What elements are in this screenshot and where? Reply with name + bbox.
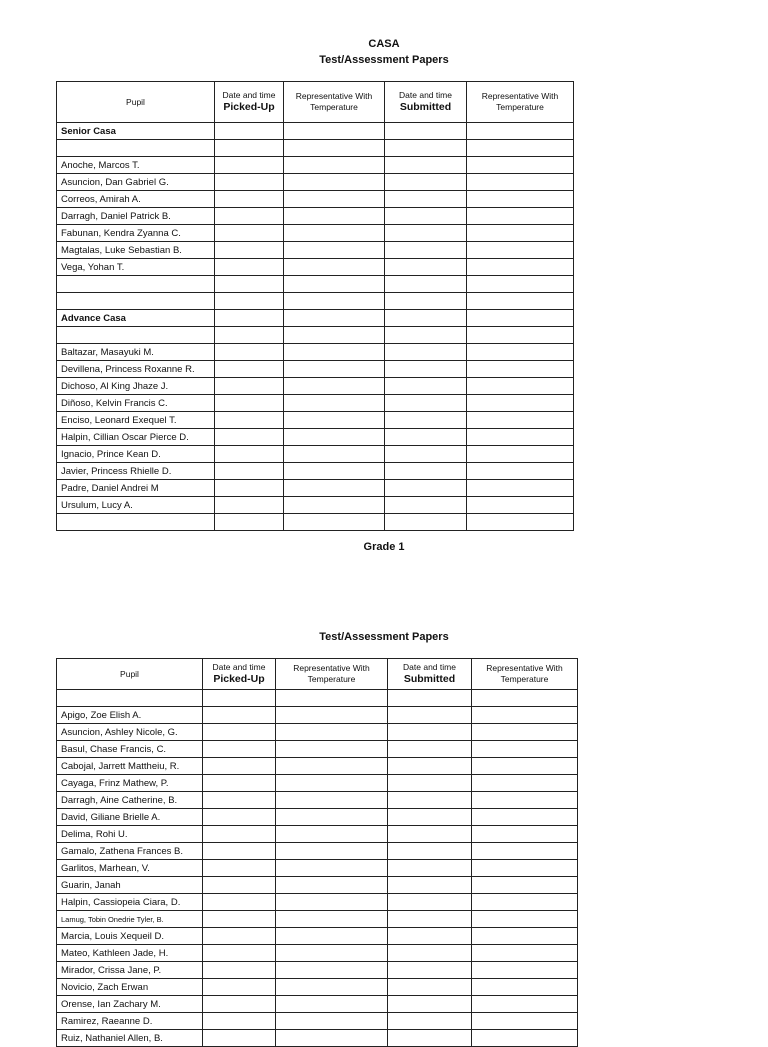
header-pickup (215, 82, 284, 123)
representative-cell[interactable] (284, 208, 385, 225)
representative-cell[interactable] (284, 174, 385, 191)
representative-cell-2[interactable] (467, 497, 574, 514)
representative-cell-2[interactable] (472, 707, 578, 724)
representative-cell[interactable] (276, 1013, 388, 1030)
submitted-cell[interactable] (388, 945, 472, 962)
representative-cell-2[interactable] (472, 877, 578, 894)
representative-cell[interactable] (276, 877, 388, 894)
pickup-cell[interactable] (215, 225, 284, 242)
representative-cell[interactable] (284, 497, 385, 514)
table-row (57, 344, 574, 361)
representative-cell-2[interactable] (467, 259, 574, 276)
pickup-cell[interactable] (203, 826, 276, 843)
pickup-cell[interactable] (215, 446, 284, 463)
submitted-cell[interactable] (385, 276, 467, 293)
representative-cell-2[interactable] (467, 480, 574, 497)
representative-cell-2[interactable] (467, 208, 574, 225)
submitted-cell[interactable] (385, 344, 467, 361)
submitted-cell[interactable] (385, 225, 467, 242)
pupil-name: Mirador, Crissa Jane, P. (57, 962, 203, 979)
pupil-name: David, Giliane Brielle A. (57, 809, 203, 826)
pickup-cell[interactable] (203, 843, 276, 860)
table-row (57, 775, 578, 792)
table-row (57, 429, 574, 446)
submitted-cell[interactable] (385, 463, 467, 480)
pickup-cell[interactable] (215, 514, 284, 531)
table-row (57, 140, 574, 157)
submitted-cell[interactable] (385, 514, 467, 531)
representative-cell[interactable] (276, 996, 388, 1013)
table-row (57, 792, 578, 809)
representative-cell-2[interactable] (467, 225, 574, 242)
table-row (57, 979, 578, 996)
table-row (57, 157, 574, 174)
pickup-cell[interactable] (203, 928, 276, 945)
submitted-cell[interactable] (385, 242, 467, 259)
pupil-name: Lamug, Tobin Onedrie Tyler, B. (57, 911, 203, 928)
table-row (57, 276, 574, 293)
pickup-cell[interactable] (203, 1030, 276, 1047)
table-row (57, 225, 574, 242)
representative-cell[interactable] (276, 741, 388, 758)
table-row (57, 826, 578, 843)
representative-cell-2[interactable] (472, 758, 578, 775)
pickup-cell[interactable] (203, 894, 276, 911)
header-pupil: Pupil (57, 659, 203, 690)
representative-cell[interactable] (284, 327, 385, 344)
representative-cell[interactable] (276, 1030, 388, 1047)
pupil-name: Apigo, Zoe Elish A. (57, 707, 203, 724)
representative-cell[interactable] (284, 293, 385, 310)
representative-cell[interactable] (284, 310, 385, 327)
table-row (57, 707, 578, 724)
pupil-name: Darragh, Daniel Patrick B. (57, 208, 215, 225)
table-row (57, 928, 578, 945)
section-row (57, 310, 574, 327)
representative-cell-2[interactable] (472, 843, 578, 860)
pickup-cell[interactable] (215, 310, 284, 327)
pickup-cell[interactable] (203, 724, 276, 741)
pickup-cell[interactable] (203, 775, 276, 792)
representative-cell[interactable] (276, 979, 388, 996)
representative-cell-2[interactable] (472, 860, 578, 877)
submitted-cell[interactable] (385, 259, 467, 276)
representative-cell[interactable] (284, 395, 385, 412)
pupil-name: Delima, Rohi U. (57, 826, 203, 843)
representative-cell-2[interactable] (467, 395, 574, 412)
representative-cell-2[interactable] (472, 894, 578, 911)
pupil-name (57, 690, 203, 707)
representative-cell-2[interactable] (467, 293, 574, 310)
pickup-cell[interactable] (215, 293, 284, 310)
grade-label: Grade 1 (363, 541, 405, 553)
header-representative-1: Representative With Temperature (284, 82, 385, 123)
pickup-cell[interactable] (203, 911, 276, 928)
submitted-cell[interactable] (385, 140, 467, 157)
representative-cell-2[interactable] (467, 123, 574, 140)
representative-cell-2[interactable] (472, 690, 578, 707)
submitted-cell[interactable] (388, 724, 472, 741)
table-row (57, 1030, 578, 1047)
pupil-name: Diñoso, Kelvin Francis C. (57, 395, 215, 412)
header-pickup-top: Date and time (222, 90, 276, 100)
header-pickup-main: Picked-Up (223, 101, 275, 113)
representative-cell-2[interactable] (467, 140, 574, 157)
representative-cell-2[interactable] (467, 191, 574, 208)
representative-cell[interactable] (284, 157, 385, 174)
representative-cell-2[interactable] (467, 242, 574, 259)
representative-cell-2[interactable] (472, 979, 578, 996)
representative-cell[interactable] (284, 429, 385, 446)
pupil-name (57, 276, 215, 293)
pupil-name (57, 140, 215, 157)
header-pickup-top: Date and time (212, 662, 266, 672)
representative-cell[interactable] (276, 894, 388, 911)
representative-cell-2[interactable] (467, 310, 574, 327)
submitted-cell[interactable] (385, 361, 467, 378)
representative-cell-2[interactable] (467, 446, 574, 463)
representative-cell[interactable] (284, 225, 385, 242)
header-representative-1: Representative With Temperature (276, 659, 388, 690)
representative-cell-2[interactable] (472, 945, 578, 962)
pupil-name: Guarin, Janah (57, 877, 203, 894)
pupil-name: Ignacio, Prince Kean D. (57, 446, 215, 463)
representative-cell-2[interactable] (472, 792, 578, 809)
pickup-cell[interactable] (215, 361, 284, 378)
representative-cell[interactable] (284, 361, 385, 378)
pupil-name: Ruiz, Nathaniel Allen, B. (57, 1030, 203, 1047)
representative-cell-2[interactable] (472, 809, 578, 826)
pickup-cell[interactable] (215, 140, 284, 157)
table-row (57, 724, 578, 741)
table-row (57, 514, 574, 531)
pupil-name: Dichoso, Al King Jhaze J. (57, 378, 215, 395)
table-row (57, 962, 578, 979)
submitted-cell[interactable] (385, 327, 467, 344)
submitted-cell[interactable] (388, 843, 472, 860)
table-row (57, 843, 578, 860)
table-row (57, 378, 574, 395)
submitted-cell[interactable] (388, 860, 472, 877)
representative-cell-2[interactable] (467, 514, 574, 531)
pickup-cell[interactable] (215, 395, 284, 412)
table-row (57, 758, 578, 775)
representative-cell-2[interactable] (472, 1013, 578, 1030)
casa-table (56, 81, 574, 531)
submitted-cell[interactable] (388, 826, 472, 843)
table-row (57, 242, 574, 259)
pickup-cell[interactable] (203, 758, 276, 775)
pupil-name: Asuncion, Ashley Nicole, G. (57, 724, 203, 741)
submitted-cell[interactable] (388, 690, 472, 707)
submitted-cell[interactable] (388, 1030, 472, 1047)
pupil-name: Gamalo, Zathena Frances B. (57, 843, 203, 860)
submitted-cell[interactable] (385, 293, 467, 310)
page2-subtitle: Test/Assessment Papers (319, 631, 449, 643)
table-row (57, 395, 574, 412)
submitted-cell[interactable] (388, 979, 472, 996)
submitted-cell[interactable] (388, 758, 472, 775)
grade1-table (56, 658, 578, 1047)
pickup-cell[interactable] (215, 259, 284, 276)
header-submitted (385, 82, 467, 123)
representative-cell-2[interactable] (467, 429, 574, 446)
pickup-cell[interactable] (215, 327, 284, 344)
pickup-cell[interactable] (215, 480, 284, 497)
representative-cell[interactable] (284, 276, 385, 293)
pupil-name: Darragh, Aine Catherine, B. (57, 792, 203, 809)
table-row (57, 327, 574, 344)
representative-cell[interactable] (276, 945, 388, 962)
submitted-cell[interactable] (388, 809, 472, 826)
table-row (57, 945, 578, 962)
pupil-name: Correos, Amirah A. (57, 191, 215, 208)
table-row (57, 259, 574, 276)
section-label: Senior Casa (57, 123, 215, 140)
representative-cell-2[interactable] (467, 463, 574, 480)
representative-cell[interactable] (284, 191, 385, 208)
pickup-cell[interactable] (215, 344, 284, 361)
representative-cell[interactable] (276, 792, 388, 809)
representative-cell[interactable] (284, 123, 385, 140)
submitted-cell[interactable] (385, 395, 467, 412)
header-submitted-main: Submitted (399, 101, 452, 113)
submitted-cell[interactable] (388, 894, 472, 911)
representative-cell[interactable] (284, 242, 385, 259)
pupil-name: Asuncion, Dan Gabriel G. (57, 174, 215, 191)
pickup-cell[interactable] (203, 741, 276, 758)
representative-cell[interactable] (276, 775, 388, 792)
pupil-name: Cayaga, Frinz Mathew, P. (57, 775, 203, 792)
submitted-cell[interactable] (385, 497, 467, 514)
header-pickup (203, 659, 276, 690)
submitted-cell[interactable] (388, 707, 472, 724)
submitted-cell[interactable] (388, 877, 472, 894)
representative-cell[interactable] (276, 690, 388, 707)
table-row (57, 877, 578, 894)
pickup-cell[interactable] (215, 242, 284, 259)
representative-cell[interactable] (276, 962, 388, 979)
pupil-name: Devillena, Princess Roxanne R. (57, 361, 215, 378)
pickup-cell[interactable] (215, 276, 284, 293)
pupil-name: Mateo, Kathleen Jade, H. (57, 945, 203, 962)
pickup-cell[interactable] (215, 191, 284, 208)
representative-cell[interactable] (276, 826, 388, 843)
pickup-cell[interactable] (215, 174, 284, 191)
table-row (57, 293, 574, 310)
representative-cell[interactable] (284, 140, 385, 157)
table-row (57, 809, 578, 826)
representative-cell-2[interactable] (467, 157, 574, 174)
pupil-name: Orense, Ian Zachary M. (57, 996, 203, 1013)
pupil-name: Garlitos, Marhean, V. (57, 860, 203, 877)
pickup-cell[interactable] (203, 945, 276, 962)
pickup-cell[interactable] (215, 463, 284, 480)
submitted-cell[interactable] (385, 310, 467, 327)
pickup-cell[interactable] (203, 877, 276, 894)
submitted-cell[interactable] (385, 480, 467, 497)
representative-cell[interactable] (284, 446, 385, 463)
representative-cell-2[interactable] (467, 174, 574, 191)
submitted-cell[interactable] (385, 446, 467, 463)
representative-cell[interactable] (276, 843, 388, 860)
pickup-cell[interactable] (203, 860, 276, 877)
header-pupil: Pupil (57, 82, 215, 123)
page-subtitle: Test/Assessment Papers (319, 54, 449, 66)
pupil-name: Halpin, Cillian Oscar Pierce D. (57, 429, 215, 446)
submitted-cell[interactable] (385, 123, 467, 140)
submitted-cell[interactable] (385, 157, 467, 174)
table-row (57, 996, 578, 1013)
pickup-cell[interactable] (215, 157, 284, 174)
representative-cell-2[interactable] (472, 911, 578, 928)
pickup-cell[interactable] (215, 208, 284, 225)
representative-cell[interactable] (276, 809, 388, 826)
pupil-name: Halpin, Cassiopeia Ciara, D. (57, 894, 203, 911)
section-row (57, 123, 574, 140)
table-row (57, 497, 574, 514)
table-row (57, 480, 574, 497)
pickup-cell[interactable] (203, 962, 276, 979)
section-label: Advance Casa (57, 310, 215, 327)
pupil-name: Magtalas, Luke Sebastian B. (57, 242, 215, 259)
header-submitted-top: Date and time (403, 662, 456, 672)
pupil-name (57, 327, 215, 344)
pupil-name: Ursulum, Lucy A. (57, 497, 215, 514)
pickup-cell[interactable] (203, 979, 276, 996)
table-row (57, 174, 574, 191)
table-row (57, 911, 578, 928)
submitted-cell[interactable] (385, 412, 467, 429)
submitted-cell[interactable] (388, 1013, 472, 1030)
representative-cell[interactable] (276, 758, 388, 775)
submitted-cell[interactable] (388, 792, 472, 809)
pupil-name: Enciso, Leonard Exequel T. (57, 412, 215, 429)
submitted-cell[interactable] (388, 928, 472, 945)
header-representative-2: Representative With Temperature (472, 659, 578, 690)
representative-cell-2[interactable] (472, 1030, 578, 1047)
representative-cell-2[interactable] (467, 378, 574, 395)
representative-cell-2[interactable] (472, 826, 578, 843)
pickup-cell[interactable] (203, 707, 276, 724)
pickup-cell[interactable] (215, 429, 284, 446)
representative-cell-2[interactable] (467, 361, 574, 378)
pickup-cell[interactable] (215, 378, 284, 395)
pickup-cell[interactable] (215, 412, 284, 429)
submitted-cell[interactable] (388, 911, 472, 928)
representative-cell-2[interactable] (467, 276, 574, 293)
header-pickup-main: Picked-Up (213, 673, 265, 685)
submitted-cell[interactable] (388, 996, 472, 1013)
pupil-name: Vega, Yohan T. (57, 259, 215, 276)
table-row (57, 361, 574, 378)
pupil-name: Padre, Daniel Andrei M (57, 480, 215, 497)
pupil-name: Baltazar, Masayuki M. (57, 344, 215, 361)
header-submitted-top: Date and time (399, 90, 452, 100)
pupil-name: Ramirez, Raeanne D. (57, 1013, 203, 1030)
table-row (57, 690, 578, 707)
pupil-name: Basul, Chase Francis, C. (57, 741, 203, 758)
pupil-name: Marcia, Louis Xequeil D. (57, 928, 203, 945)
submitted-cell[interactable] (388, 741, 472, 758)
header-representative-2: Representative With Temperature (467, 82, 574, 123)
representative-cell[interactable] (284, 480, 385, 497)
table-row (57, 191, 574, 208)
representative-cell[interactable] (276, 707, 388, 724)
pupil-name: Cabojal, Jarrett Mattheiu, R. (57, 758, 203, 775)
pickup-cell[interactable] (203, 792, 276, 809)
pickup-cell[interactable] (203, 809, 276, 826)
submitted-cell[interactable] (385, 208, 467, 225)
pupil-name: Javier, Princess Rhielle D. (57, 463, 215, 480)
representative-cell-2[interactable] (472, 996, 578, 1013)
representative-cell-2[interactable] (472, 724, 578, 741)
table-row (57, 208, 574, 225)
representative-cell-2[interactable] (467, 412, 574, 429)
pickup-cell[interactable] (203, 690, 276, 707)
submitted-cell[interactable] (385, 429, 467, 446)
pupil-name: Fabunan, Kendra Zyanna C. (57, 225, 215, 242)
representative-cell[interactable] (276, 928, 388, 945)
representative-cell-2[interactable] (472, 775, 578, 792)
representative-cell[interactable] (284, 412, 385, 429)
representative-cell[interactable] (276, 911, 388, 928)
representative-cell[interactable] (276, 860, 388, 877)
representative-cell[interactable] (284, 378, 385, 395)
representative-cell-2[interactable] (467, 327, 574, 344)
submitted-cell[interactable] (388, 775, 472, 792)
table-row (57, 463, 574, 480)
pickup-cell[interactable] (215, 497, 284, 514)
table-row (57, 860, 578, 877)
pickup-cell[interactable] (203, 1013, 276, 1030)
pupil-name: Anoche, Marcos T. (57, 157, 215, 174)
representative-cell-2[interactable] (467, 344, 574, 361)
representative-cell[interactable] (284, 259, 385, 276)
representative-cell[interactable] (284, 344, 385, 361)
representative-cell-2[interactable] (472, 962, 578, 979)
submitted-cell[interactable] (385, 191, 467, 208)
pickup-cell[interactable] (215, 123, 284, 140)
header-submitted (388, 659, 472, 690)
table-row (57, 446, 574, 463)
submitted-cell[interactable] (385, 378, 467, 395)
representative-cell-2[interactable] (472, 741, 578, 758)
table-row (57, 894, 578, 911)
table-row (57, 1013, 578, 1030)
header-submitted-main: Submitted (403, 673, 456, 685)
pupil-name (57, 293, 215, 310)
submitted-cell[interactable] (388, 962, 472, 979)
representative-cell-2[interactable] (472, 928, 578, 945)
table-row (57, 412, 574, 429)
pupil-name (57, 514, 215, 531)
page-title: CASA (368, 38, 400, 50)
submitted-cell[interactable] (385, 174, 467, 191)
pupil-name: Novicio, Zach Erwan (57, 979, 203, 996)
representative-cell[interactable] (284, 514, 385, 531)
representative-cell[interactable] (284, 463, 385, 480)
representative-cell[interactable] (276, 724, 388, 741)
table-row (57, 741, 578, 758)
pickup-cell[interactable] (203, 996, 276, 1013)
